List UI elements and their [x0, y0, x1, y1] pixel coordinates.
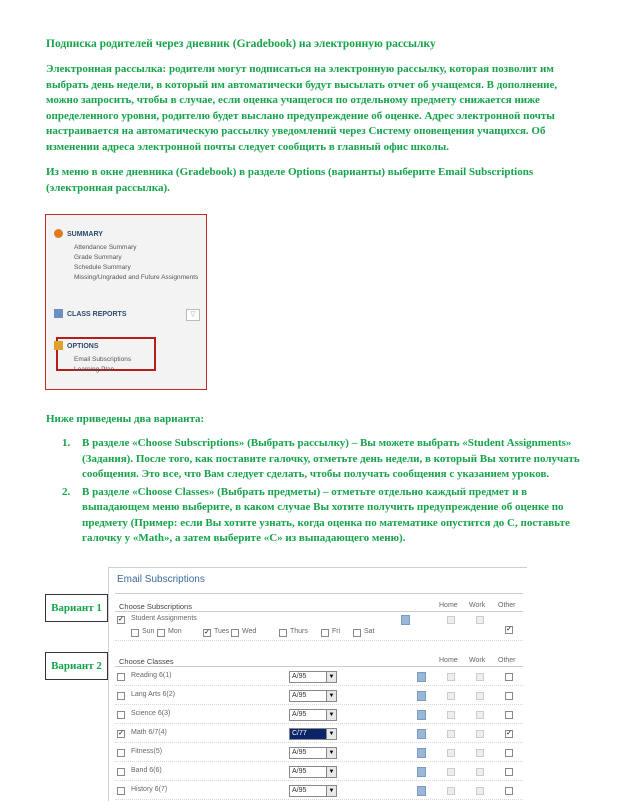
list-item: 2. В разделе «Choose Classes» (Выбрать предметы) – отметьте отдельно каждый предмет и в выпадающем меню выберите, в каком случае Вы хотите получить предупреждение об оценке по предмету (Пример: если Вы хотите узнать, когда оценка по математике опустится до С, поставьте галочку у «Math», а затем выберите «С» из выпадающего меню). [62, 485, 570, 544]
class-name: Science 6(3) [131, 710, 171, 717]
grade-threshold-select[interactable] [289, 709, 337, 721]
divider [115, 611, 523, 612]
day-checkbox[interactable] [231, 629, 239, 637]
divider [115, 780, 523, 781]
work-checkbox[interactable] [476, 749, 484, 757]
other-checkbox[interactable] [505, 768, 513, 776]
chevron-down-icon[interactable]: ▼ [326, 766, 337, 778]
info-icon [417, 748, 426, 758]
chevron-down-icon[interactable]: ▼ [326, 690, 337, 702]
divider [115, 666, 523, 667]
chevron-down-icon[interactable]: ▽ [186, 309, 200, 321]
home-checkbox[interactable] [447, 787, 455, 795]
day-checkbox[interactable]: ✓ [204, 629, 210, 636]
work-checkbox[interactable] [476, 673, 484, 681]
grade-threshold-select[interactable] [289, 690, 337, 702]
class-checkbox[interactable] [117, 749, 125, 757]
grade-threshold-value: C/77 [292, 730, 307, 737]
home-checkbox[interactable] [447, 673, 455, 681]
other-checkbox[interactable] [505, 692, 513, 700]
email-subscriptions-title: Email Subscriptions [117, 574, 205, 585]
day-checkbox[interactable] [131, 629, 139, 637]
day-checkbox[interactable] [353, 629, 361, 637]
work-checkbox[interactable] [476, 730, 484, 738]
divider [115, 685, 523, 686]
class-name: Reading 6(1) [131, 672, 172, 679]
class-name: Lang Arts 6(2) [131, 691, 175, 698]
intro-paragraph: Электронная рассылка: родители могут подписаться на электронную рассылку, которая позволит им выбрать день недели, в который им автоматически будут высылать отчет об учащемся. В дополнение, можно запросить, чтобы в случае, если оценка учащегося по отдельному предмету снижается ниже определенного уровня, родителю будет выслано предупреждение об оценке. Адрес электронной почты настраивается на автоматическую рассылку уведомлений через Систему оповещения учащихся. Об изменении адреса электронной почты следует сообщить в главный офис школы. [46, 63, 558, 153]
other-checkbox[interactable] [505, 787, 513, 795]
grade-threshold-select[interactable] [289, 747, 337, 759]
student-assignments-label: Student Assignments [131, 615, 197, 622]
email-subscriptions-screenshot [108, 567, 527, 801]
day-checkbox[interactable] [157, 629, 165, 637]
divider [115, 742, 523, 743]
other-checkbox[interactable]: ✓ [506, 626, 512, 633]
column-header-home: Home [439, 602, 458, 609]
class-reports-header[interactable]: CLASS REPORTS [54, 309, 127, 318]
work-checkbox[interactable] [476, 711, 484, 719]
choose-classes-header: Choose Classes [119, 657, 174, 666]
chevron-down-icon[interactable]: ▼ [326, 747, 337, 759]
grade-threshold-value: A/95 [292, 673, 307, 680]
divider [115, 640, 523, 641]
choose-subscriptions-header: Choose Subscriptions [119, 602, 192, 611]
chart-icon [54, 309, 63, 318]
home-checkbox[interactable] [447, 616, 455, 624]
summary-header[interactable]: SUMMARY [54, 229, 103, 238]
column-header-other: Other [498, 602, 516, 609]
class-name: Math 6/7(4) [131, 729, 167, 736]
home-checkbox[interactable] [447, 749, 455, 757]
other-checkbox[interactable] [505, 673, 513, 681]
steps-list [46, 436, 586, 549]
learning-plan-link[interactable]: Learning Plan [74, 366, 115, 373]
home-checkbox[interactable] [447, 768, 455, 776]
class-checkbox[interactable] [117, 787, 125, 795]
class-checkbox[interactable]: ✓ [118, 730, 124, 737]
divider [115, 723, 523, 724]
day-label: Mon [168, 628, 182, 635]
work-checkbox[interactable] [476, 768, 484, 776]
day-checkbox[interactable] [321, 629, 329, 637]
grade-threshold-select[interactable] [289, 728, 337, 740]
other-checkbox[interactable] [505, 749, 513, 757]
column-header-work: Work [469, 602, 486, 609]
email-subscriptions-link[interactable]: Email Subscriptions [74, 356, 132, 363]
class-checkbox[interactable] [117, 673, 125, 681]
gradebook-sidebar-screenshot [45, 214, 207, 390]
options-header[interactable]: OPTIONS [54, 341, 99, 350]
sidebar-link[interactable]: Schedule Summary [74, 264, 131, 271]
chevron-down-icon[interactable]: ▼ [326, 785, 337, 797]
chevron-down-icon[interactable]: ▼ [326, 728, 337, 740]
day-label: Wed [242, 628, 257, 635]
info-icon [417, 691, 426, 701]
day-label: Fri [332, 628, 341, 635]
grade-threshold-value: A/95 [292, 749, 307, 756]
variant-1-label: Вариант 1 [45, 594, 108, 622]
info-icon [417, 729, 426, 739]
divider [115, 761, 523, 762]
day-label: Thurs [290, 628, 308, 635]
day-label: Sun [142, 628, 155, 635]
variant-2-label: Вариант 2 [45, 652, 108, 680]
grade-threshold-value: A/95 [292, 692, 307, 699]
other-checkbox[interactable]: ✓ [506, 730, 512, 737]
class-name: Band 6(6) [131, 767, 162, 774]
day-label: Sat [364, 628, 375, 635]
instruction-paragraph: Из меню в окне дневника (Gradebook) в разделе Options (варианты) выберите Email Subscriptions (электронная рассылка). [46, 166, 534, 194]
info-icon [417, 672, 426, 682]
list-item: 1. В разделе «Choose Subscriptions» (Выбрать рассылку) – Вы можете выбрать «Student Assignments» (Задания). После того, как поставите галочку, отметьте день недели, в который Вы хотите получать сообщения. Это все, что Вам следует сделать, чтобы получать сообщения с указанием уроков. [62, 437, 580, 480]
sidebar-link[interactable]: Grade Summary [74, 254, 122, 261]
summary-icon [54, 229, 63, 238]
home-checkbox[interactable] [447, 692, 455, 700]
work-checkbox[interactable] [476, 616, 484, 624]
class-checkbox[interactable] [117, 692, 125, 700]
info-icon [417, 710, 426, 720]
sidebar-link[interactable]: Attendance Summary [74, 244, 137, 251]
class-checkbox[interactable] [117, 768, 125, 776]
grade-threshold-value: A/95 [292, 768, 307, 775]
grade-threshold-value: A/95 [292, 787, 307, 794]
divider [115, 593, 523, 594]
chevron-down-icon[interactable]: ▼ [326, 671, 337, 683]
class-name: Fitness(5) [131, 748, 163, 755]
page-title: Подписка родителей через дневник (Gradebook) на электронную рассылку [46, 38, 436, 50]
student-assignments-checkbox[interactable]: ✓ [118, 616, 124, 623]
chevron-down-icon[interactable]: ▼ [326, 709, 337, 721]
column-header-home: Home [439, 657, 458, 664]
options-icon [54, 341, 63, 350]
divider [115, 704, 523, 705]
day-checkbox[interactable] [279, 629, 287, 637]
variants-intro: Ниже приведены два варианта: [46, 413, 205, 425]
other-checkbox[interactable] [505, 711, 513, 719]
grade-threshold-select[interactable] [289, 671, 337, 683]
info-icon [417, 767, 426, 777]
column-header-work: Work [469, 657, 486, 664]
info-icon [417, 786, 426, 796]
day-label: Tues [214, 628, 230, 635]
home-checkbox[interactable] [447, 711, 455, 719]
grade-threshold-value: A/95 [292, 711, 307, 718]
work-checkbox[interactable] [476, 692, 484, 700]
grade-threshold-select[interactable] [289, 785, 337, 797]
class-name: History 6(7) [131, 786, 168, 793]
info-icon [401, 615, 410, 625]
class-checkbox[interactable] [117, 711, 125, 719]
home-checkbox[interactable] [447, 730, 455, 738]
grade-threshold-select[interactable] [289, 766, 337, 778]
sidebar-link[interactable]: Missing/Ungraded and Future Assignments [74, 274, 199, 281]
work-checkbox[interactable] [476, 787, 484, 795]
column-header-other: Other [498, 657, 516, 664]
